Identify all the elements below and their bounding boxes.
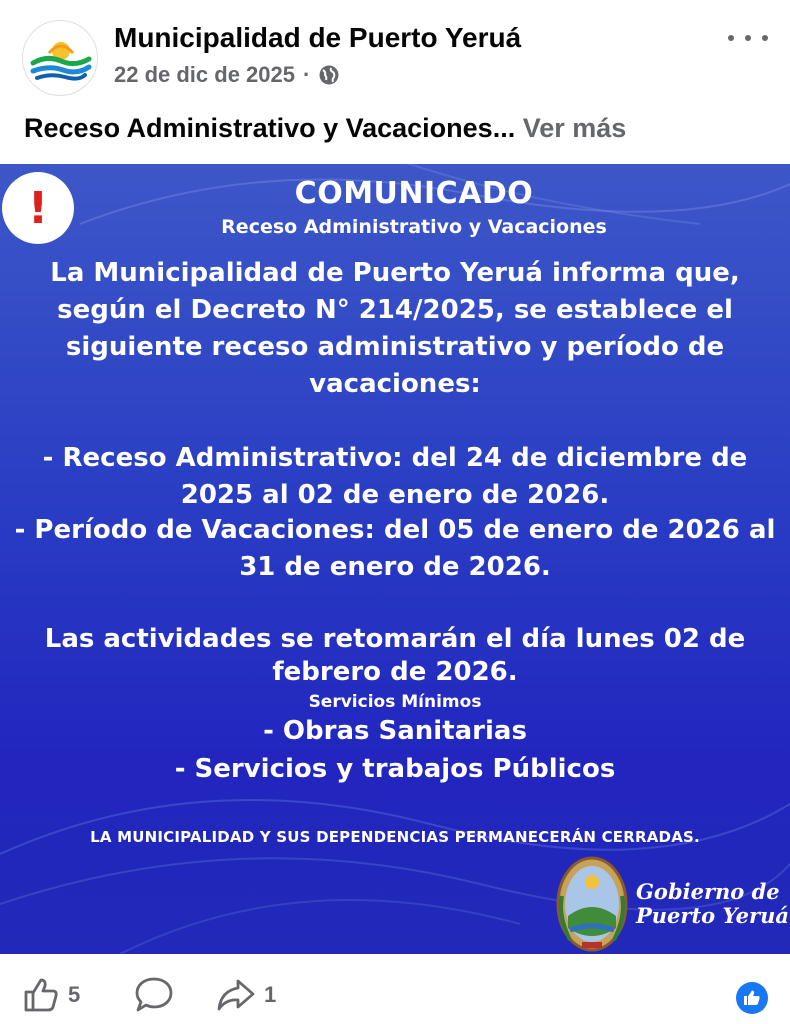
page-name[interactable]: Municipalidad de Puerto Yeruá — [114, 22, 522, 53]
intro-line: siguiente receso administrativo y período de — [65, 332, 725, 362]
signature-line: Gobierno de — [636, 879, 780, 904]
municipal-seal-icon — [556, 856, 628, 952]
comment-button[interactable] — [134, 966, 174, 1024]
like-reaction-glyph — [742, 988, 762, 1008]
resume-line: febrero de 2026. — [272, 657, 518, 687]
resume-line: Las actividades se retomarán el día lunes 02 de — [44, 624, 746, 654]
page-logo — [23, 21, 98, 96]
post-image[interactable] — [0, 164, 790, 954]
period-line: - Receso Administrativo: del 24 de diciembre de — [42, 443, 748, 473]
post-meta — [114, 62, 340, 88]
period-line: - Período de Vacaciones: del 05 de enero de 2026 al — [14, 515, 776, 545]
intro-line: según el Decreto N° 214/2025, se establece el — [57, 295, 733, 325]
intro-line: vacaciones: — [309, 369, 481, 399]
service-item: - Obras Sanitarias — [263, 716, 527, 746]
caption-text: Receso Administrativo y Vacaciones... — [24, 113, 516, 143]
post-date[interactable]: 22 de dic de 2025 — [114, 62, 295, 87]
share-icon — [216, 976, 256, 1014]
post-caption — [24, 113, 626, 144]
like-reaction-icon[interactable] — [736, 982, 768, 1014]
share-button[interactable] — [216, 966, 276, 1024]
signature-line: Puerto Yeruá — [636, 903, 789, 928]
period-line: 2025 al 02 de enero de 2026. — [180, 480, 610, 510]
see-more-link[interactable]: Ver más — [522, 113, 627, 143]
meta-separator: · — [303, 62, 311, 87]
page-avatar[interactable] — [22, 20, 98, 96]
more-options-icon[interactable] — [728, 26, 768, 50]
banner-subtitle: Receso Administrativo y Vacaciones — [221, 216, 607, 238]
service-item: - Servicios y trabajos Públicos — [174, 754, 616, 784]
comment-icon — [134, 976, 174, 1014]
closing-notice: LA MUNICIPALIDAD Y SUS DEPENDENCIAS PERMANECERÁN CERRADAS. — [90, 828, 700, 846]
like-button[interactable] — [22, 966, 80, 1024]
like-icon — [22, 976, 60, 1014]
banner-title: COMUNICADO — [294, 176, 534, 211]
services-heading: Servicios Mínimos — [308, 692, 482, 712]
like-count: 5 — [68, 982, 81, 1007]
government-signature — [636, 880, 789, 928]
post-header — [0, 0, 790, 110]
intro-line: La Municipalidad de Puerto Yeruá informa que, — [50, 258, 740, 288]
post-action-bar — [0, 966, 790, 1024]
alert-icon: ! — [2, 172, 74, 244]
globe-icon — [318, 64, 340, 86]
period-line: 31 de enero de 2026. — [239, 552, 551, 582]
share-count: 1 — [264, 982, 277, 1007]
